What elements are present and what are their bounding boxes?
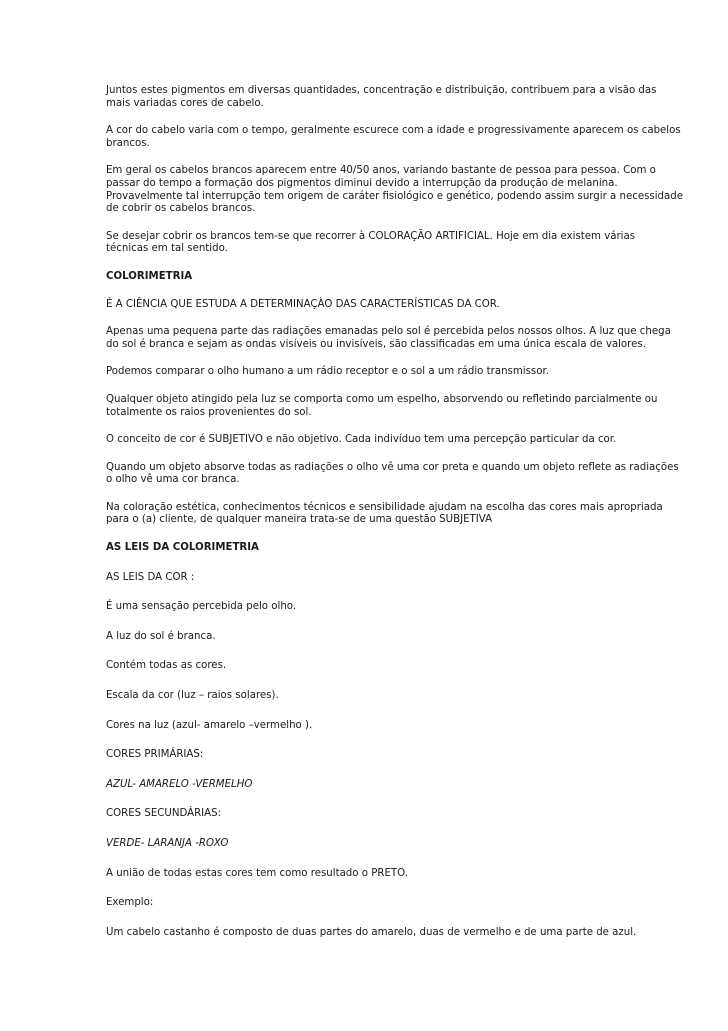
paragraph-todas-cores: Contém todas as cores.	[106, 660, 227, 672]
paragraph-uniao-preto: A união de todas estas cores tem como resultado o PRETO.	[106, 867, 408, 879]
text-line: brancos.	[106, 137, 150, 149]
text-line: Em geral os cabelos brancos aparecem entre 40/50 anos, variando bastante de pessoa para pessoa. Com o	[106, 165, 656, 177]
text-line: o olho vê uma cor branca.	[106, 474, 240, 486]
paragraph-cores-secundarias-label: CORES SECUNDÁRIAS:	[106, 808, 222, 820]
text-line: A cor do cabelo varia com o tempo, geralmente escurece com a idade e progressivamente aparecem os cabelos	[106, 125, 681, 137]
text-line: Se desejar cobrir os brancos tem-se que recorrer à COLORAÇÃO ARTIFICIAL. Hoje em dia existem várias	[106, 230, 636, 242]
text-line: técnicas em tal sentido.	[106, 243, 228, 255]
paragraph-cores-primarias-label: CORES PRIMÁRIAS:	[106, 749, 204, 761]
text-line: Na coloração estética, conhecimentos técnicos e sensibilidade ajudam na escolha das cores mais apropriada	[106, 501, 663, 513]
paragraph-definicao: É A CIÊNCIA QUE ESTUDA A DETERMINAÇÀO DAS CARACTERÍSTICAS DA COR.	[106, 298, 500, 310]
text-line: totalmente os raios provenientes do sol.	[106, 406, 312, 418]
paragraph-leis-cor: AS LEIS DA COR :	[106, 571, 195, 583]
paragraph-espelho	[106, 393, 658, 419]
text-line: Provavelmente tal interrupção tem origem de caráter fisiológico e genético, podendo assim surgir a necessidade	[106, 190, 683, 202]
text-line: mais variadas cores de cabelo.	[106, 97, 264, 109]
paragraph-cores-primarias: AZUL- AMARELO -VERMELHO	[106, 778, 253, 790]
paragraph-radiacoes	[106, 326, 671, 351]
text-line: para o (a) cliente, de qualquer maneira trata-se de uma questão SUBJETIVA	[106, 514, 493, 526]
heading-leis-colorimetria: AS LEIS DA COLORIMETRIA	[106, 542, 259, 554]
paragraph-exemplo: Exemplo:	[106, 897, 154, 909]
paragraph-luz-branca: A luz do sol é branca.	[106, 630, 216, 642]
paragraph-cabelo-castanho: Um cabelo castanho é composto de duas partes do amarelo, duas de vermelho e de uma parte de azul.	[106, 926, 637, 938]
paragraph-cor-cabelo	[106, 125, 681, 150]
text-line: do sol é branca e sejam as ondas visíveis ou invisíveis, são classificadas em uma única escala de valores.	[106, 338, 646, 350]
paragraph-escala: Escala da cor (luz – raios solares).	[106, 690, 279, 702]
paragraph-cores-secundarias: VERDE- LARANJA -ROXO	[106, 838, 229, 849]
paragraph-cabelos-brancos	[106, 165, 683, 215]
paragraph-olho-radio: Podemos comparar o olho humano a um rádio receptor e o sol a um rádio transmissor.	[106, 366, 549, 378]
heading-colorimetria: COLORIMETRIA	[106, 270, 193, 282]
paragraph-sensacao: É uma sensação percebida pelo olho.	[106, 601, 297, 613]
text-line: Apenas uma pequena parte das radiações emanadas pelo sol é percebida pelos nossos olhos. A luz que chega	[106, 326, 671, 338]
paragraph-pigmentos	[106, 85, 657, 110]
text-line: Juntos estes pigmentos em diversas quantidades, concentração e distribuição, contribuem para a visão das	[106, 85, 657, 96]
text-line: Quando um objeto absorve todas as radiações o olho vê uma cor preta e quando um objeto reflete as radiações	[106, 461, 679, 473]
paragraph-absorve-reflete	[106, 461, 679, 487]
paragraph-coloracao-estetica	[106, 501, 663, 527]
paragraph-subjetivo: O conceito de cor é SUBJETIVO e não objetivo. Cada indivíduo tem uma percepção particular da cor.	[106, 434, 617, 446]
paragraph-cores-luz: Cores na luz (azul- amarelo –vermelho ).	[106, 719, 313, 731]
text-line: Qualquer objeto atingido pela luz se comporta como um espelho, absorvendo ou refletindo parcialmente ou	[106, 393, 658, 405]
text-line: passar do tempo a formação dos pigmentos diminui devido a interrupção da produção de melanina.	[106, 177, 618, 189]
text-line: de cobrir os cabelos brancos.	[106, 203, 256, 215]
document-page	[106, 85, 683, 939]
paragraph-coloracao-artificial	[106, 230, 636, 256]
